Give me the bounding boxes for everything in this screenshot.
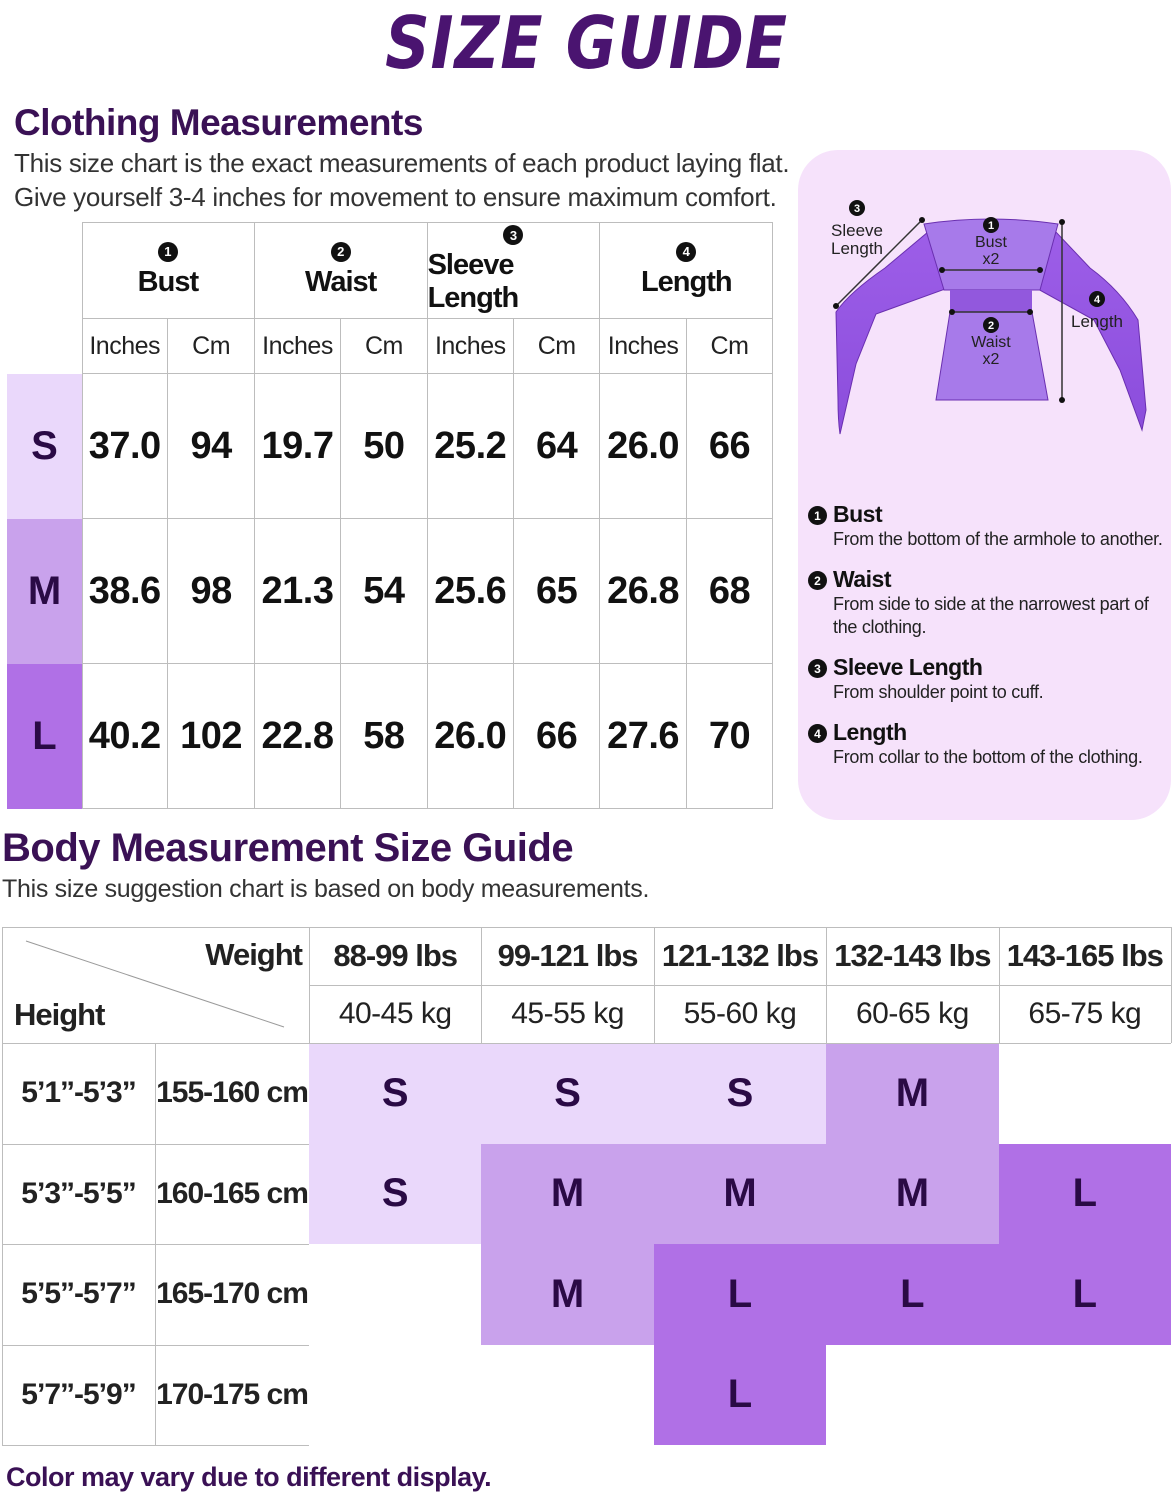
clothing-heading: Clothing Measurements — [14, 102, 423, 143]
unit-header: Cm — [168, 319, 254, 374]
size-cell: M — [826, 1043, 998, 1144]
size-cell — [309, 1244, 481, 1345]
column-header-label: Sleeve Length — [427, 249, 519, 314]
weight-lbs-header: 121-132 lbs — [661, 938, 819, 973]
height-ft-cell: 5’5”-5’7” — [21, 1277, 136, 1311]
size-cell: L — [654, 1244, 826, 1345]
svg-text:x2: x2 — [982, 351, 1000, 368]
definition-description: From shoulder point to cuff. — [833, 682, 1044, 702]
measurement-cell: 98 — [168, 519, 254, 664]
definition-number-badge: 4 — [808, 724, 827, 743]
size-cell: M — [481, 1244, 653, 1345]
weight-lbs-header: 88-99 lbs — [333, 938, 458, 973]
diagram-sleeve-label: Sleeve — [831, 221, 883, 240]
weight-kg-header: 65-75 kg — [1028, 997, 1142, 1030]
body-size-table — [2, 927, 1171, 1445]
weight-kg-header: 55-60 kg — [683, 997, 797, 1030]
unit-header: Inches — [255, 319, 341, 374]
header-diagonal-line — [2, 927, 309, 1043]
definition-description: From the bottom of the armhole to another. — [833, 529, 1163, 549]
size-cell: M — [826, 1144, 998, 1245]
measurement-cell: 26.8 — [600, 519, 686, 664]
size-cell — [826, 1345, 998, 1446]
size-label-s: S — [7, 374, 82, 519]
clothing-subtitle-line2: Give yourself 3-4 inches for movement to ensure maximum comfort. — [14, 182, 777, 212]
diagram-waist-label: Waist — [971, 334, 1011, 351]
measurement-cell: 26.0 — [428, 664, 514, 809]
measurement-cell: 22.8 — [255, 664, 341, 809]
definition-number-badge: 2 — [808, 571, 827, 590]
column-number-badge: 3 — [503, 225, 523, 245]
size-cell: L — [999, 1144, 1171, 1245]
grid-line — [999, 927, 1000, 1043]
grid-line — [2, 1445, 309, 1446]
body-heading: Body Measurement Size Guide — [2, 826, 574, 870]
column-number-badge: 2 — [331, 242, 351, 262]
weight-kg-header: 45-55 kg — [511, 997, 624, 1030]
measurement-cell: 25.2 — [428, 374, 514, 519]
grid-line — [2, 927, 3, 1445]
definition-description: From side to side at the narrowest part of the clothing. — [833, 594, 1149, 637]
diagram-length-label: Length — [1071, 312, 1123, 331]
height-ft-cell: 5’7”-5’9” — [21, 1377, 136, 1411]
grid-line — [2, 1043, 1171, 1044]
height-cm-cell: 165-170 cm — [156, 1277, 308, 1311]
grid-line — [309, 927, 310, 1043]
height-cm-cell: 155-160 cm — [156, 1076, 308, 1110]
size-cell: S — [654, 1043, 826, 1144]
left-sleeve-shape — [836, 232, 948, 434]
measurement-cell: 66 — [687, 374, 773, 519]
unit-header: Cm — [514, 319, 600, 374]
grid-line — [2, 927, 1171, 928]
weight-axis-label: Weight — [205, 937, 302, 972]
height-ft-cell: 5’1”-5’3” — [21, 1076, 136, 1110]
weight-kg-header: 40-45 kg — [338, 997, 452, 1030]
svg-text:x2: x2 — [982, 251, 1000, 268]
clothing-subtitle-line1: This size chart is the exact measurements of each product laying flat. — [14, 148, 790, 178]
size-cell — [481, 1345, 653, 1446]
grid-line — [481, 927, 482, 1043]
measurement-cell: 50 — [341, 374, 427, 519]
definition-title: Length — [833, 719, 907, 745]
measurement-definitions — [808, 500, 1168, 783]
definition-title: Waist — [833, 566, 891, 592]
size-cell — [309, 1345, 481, 1446]
size-label-m: M — [7, 519, 82, 664]
height-ft-cell: 5’3”-5’5” — [21, 1176, 136, 1210]
measurement-cell: 40.2 — [82, 664, 168, 809]
definition-number-badge: 1 — [808, 506, 827, 525]
height-axis-label: Height — [14, 997, 105, 1032]
size-cell: S — [481, 1043, 653, 1144]
measurement-cell: 26.0 — [600, 374, 686, 519]
measurement-cell: 102 — [168, 664, 254, 809]
unit-header: Inches — [82, 319, 168, 374]
measurement-cell: 68 — [687, 519, 773, 664]
grid-line — [1171, 927, 1172, 1043]
column-number-badge: 1 — [158, 242, 178, 262]
unit-header: Inches — [600, 319, 686, 374]
measurement-cell: 37.0 — [82, 374, 168, 519]
measurement-cell: 54 — [341, 519, 427, 664]
measurement-cell: 94 — [168, 374, 254, 519]
column-number-badge: 4 — [676, 242, 696, 262]
definition-number-badge: 3 — [808, 659, 827, 678]
measurement-cell: 65 — [514, 519, 600, 664]
weight-lbs-header: 143-165 lbs — [1006, 938, 1163, 973]
height-cm-cell: 160-165 cm — [156, 1176, 308, 1210]
weight-kg-header: 60-65 kg — [856, 997, 969, 1030]
size-cell: L — [654, 1345, 826, 1446]
svg-text:1: 1 — [987, 220, 995, 232]
definition-waist — [808, 565, 1168, 639]
unit-header: Cm — [341, 319, 427, 374]
unit-header: Inches — [428, 319, 514, 374]
grid-line — [826, 927, 827, 1043]
grid-line — [155, 1043, 156, 1445]
height-cm-cell: 170-175 cm — [156, 1377, 308, 1411]
measurement-cell: 64 — [514, 374, 600, 519]
definition-description: From collar to the bottom of the clothing. — [833, 747, 1143, 767]
grid-line — [654, 927, 655, 1043]
body-subtitle: This size suggestion chart is based on body measurements. — [2, 875, 650, 903]
measurement-cell: 66 — [514, 664, 600, 809]
diagram-bust-label: Bust — [974, 234, 1008, 251]
definition-bust — [808, 500, 1168, 551]
size-label-l: L — [7, 664, 82, 809]
right-sleeve-shape — [1036, 232, 1146, 430]
unit-header: Cm — [687, 319, 773, 374]
size-cell: S — [309, 1043, 481, 1144]
size-cell: L — [999, 1244, 1171, 1345]
size-cell: S — [309, 1144, 481, 1245]
footnote: Color may vary due to different display. — [6, 1462, 492, 1492]
column-header-label: Length — [640, 265, 732, 298]
definition-sleeve-length — [808, 653, 1168, 704]
measurement-cell: 19.7 — [255, 374, 341, 519]
column-header-label: Waist — [305, 265, 377, 298]
size-cell: M — [654, 1144, 826, 1245]
svg-text:2: 2 — [987, 320, 995, 332]
measurement-cell: 25.6 — [428, 519, 514, 664]
definition-title: Bust — [833, 501, 883, 527]
size-cell: L — [826, 1244, 998, 1345]
measurement-cell: 21.3 — [255, 519, 341, 664]
measurement-cell: 58 — [341, 664, 427, 809]
svg-text:3: 3 — [853, 203, 861, 215]
garment-diagram — [0, 0, 1173, 480]
svg-text:Length: Length — [831, 239, 883, 258]
size-cell: M — [481, 1144, 653, 1245]
weight-lbs-header: 99-121 lbs — [497, 938, 638, 973]
svg-text:4: 4 — [1093, 294, 1101, 306]
size-cell — [999, 1345, 1171, 1446]
weight-lbs-header: 132-143 lbs — [834, 938, 991, 973]
size-cell — [999, 1043, 1171, 1144]
definition-title: Sleeve Length — [833, 654, 983, 680]
column-header-label: Bust — [137, 265, 199, 298]
page-title: SIZE GUIDE — [385, 1, 788, 85]
measurement-cell: 70 — [687, 664, 773, 809]
measurement-cell: 38.6 — [82, 519, 168, 664]
measurement-cell: 27.6 — [600, 664, 686, 809]
waistband-shape — [950, 290, 1032, 312]
grid-line — [309, 985, 1171, 986]
definition-length — [808, 718, 1168, 769]
